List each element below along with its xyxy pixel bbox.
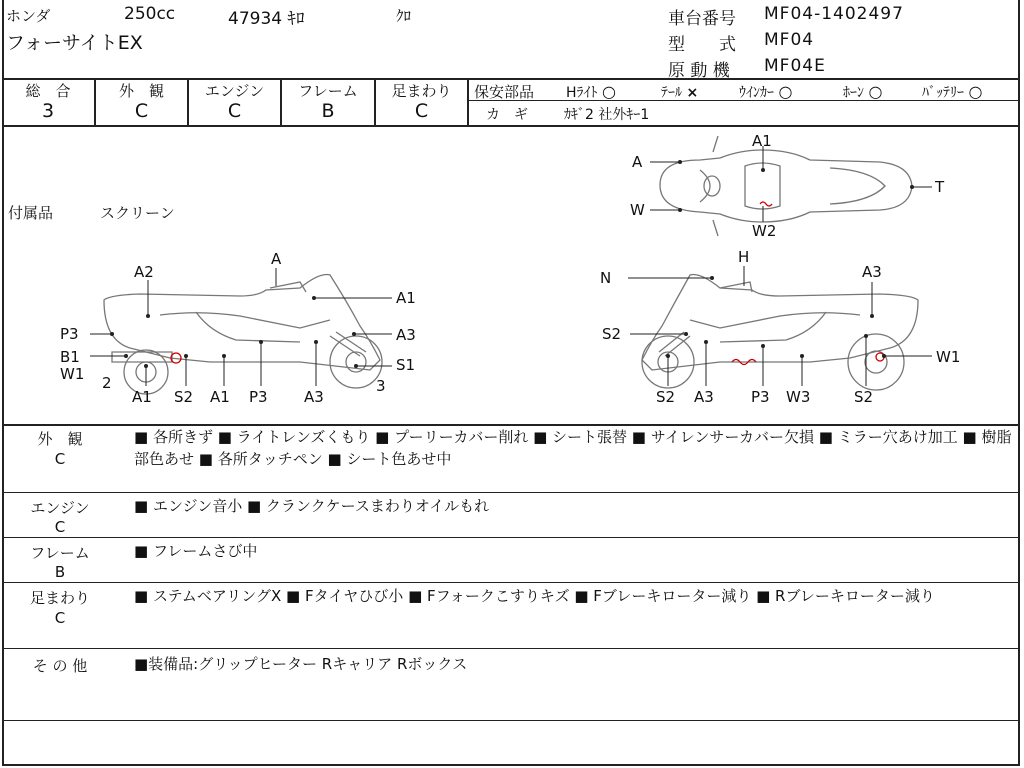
type-label: 型 式 bbox=[668, 35, 736, 55]
grade-value-exterior: C bbox=[134, 100, 149, 122]
diagram-label: P3 bbox=[751, 388, 770, 406]
diagram-label: P3 bbox=[60, 325, 79, 343]
key-label: カ ギ bbox=[486, 107, 528, 123]
remark-label-frame: フレーム bbox=[30, 544, 90, 562]
divider bbox=[467, 78, 469, 125]
diagram-label: S2 bbox=[854, 388, 874, 406]
remark-text-other: ■装備品:グリップヒーター Rキャリア Rボックス bbox=[134, 655, 468, 673]
divider bbox=[2, 648, 1020, 649]
diagram-label: T bbox=[935, 178, 945, 196]
engine-value: MF04E bbox=[764, 56, 826, 76]
safety-item-winker: ｳｲﾝｶｰ ○ bbox=[739, 82, 793, 101]
diagram-label: W1 bbox=[936, 348, 961, 366]
diagram-label: A bbox=[632, 153, 643, 171]
grade-value-suspension: C bbox=[414, 100, 429, 122]
remark-text-engine: ■ エンジン音小 ■ クランクケースまわりオイルもれ bbox=[134, 497, 490, 515]
diagram-label: S2 bbox=[656, 388, 676, 406]
grade-value-engine: C bbox=[227, 100, 242, 122]
diagram-label: N bbox=[600, 269, 612, 287]
color: ｸﾛ bbox=[396, 7, 412, 25]
diagram-label: S2 bbox=[174, 388, 194, 406]
key-value: ｶｷﾞ2 社外ｷｰ1 bbox=[564, 107, 650, 123]
accessories-value: スクリーン bbox=[100, 204, 175, 222]
diagram-label: 2 bbox=[102, 374, 112, 392]
grade-label-overall: 総 合 bbox=[25, 82, 71, 100]
type-value: MF04 bbox=[764, 30, 815, 50]
diagram-label: S1 bbox=[396, 356, 416, 374]
remark-label-suspension: 足まわり bbox=[29, 589, 90, 607]
diagram-label: A3 bbox=[396, 326, 416, 344]
grade-label-engine: エンジン bbox=[204, 82, 265, 100]
safety-item-horn: ﾎｰﾝ ○ bbox=[843, 82, 883, 101]
remark-grade-suspension: C bbox=[54, 609, 66, 627]
diagram-label: W3 bbox=[786, 388, 811, 406]
diagram-label: A3 bbox=[694, 388, 714, 406]
accessories-label: 付属品 bbox=[8, 204, 54, 222]
diagram-label: A bbox=[271, 250, 282, 268]
remark-label-exterior: 外 観 bbox=[37, 430, 83, 448]
grade-label-exterior: 外 観 bbox=[118, 82, 164, 100]
frame-no-label: 車台番号 bbox=[668, 9, 736, 29]
divider bbox=[2, 720, 1020, 721]
remark-grade-engine: C bbox=[54, 518, 66, 536]
remark-grade-frame: B bbox=[54, 563, 66, 581]
remark-label-other: そ の 他 bbox=[32, 657, 88, 675]
diagram-label: A1 bbox=[132, 388, 152, 406]
remark-grade-exterior: C bbox=[54, 450, 66, 468]
diagram-label: A3 bbox=[304, 388, 324, 406]
diagram-label: A3 bbox=[862, 263, 882, 281]
diagram-label: B1 bbox=[60, 348, 80, 366]
frame-no: MF04-1402497 bbox=[764, 4, 904, 24]
safety-label: 保安部品 bbox=[474, 83, 535, 101]
diagram-label: 3 bbox=[376, 377, 386, 395]
remark-text-frame: ■ フレームさび中 bbox=[134, 542, 258, 560]
diagram-label: A1 bbox=[210, 388, 230, 406]
safety-item-headlight: Hﾗｲﾄ ○ bbox=[566, 82, 616, 101]
diagram-label: W2 bbox=[752, 222, 777, 240]
displacement: 250cc bbox=[124, 4, 176, 24]
remark-label-engine: エンジン bbox=[30, 499, 90, 517]
diagram-label: A2 bbox=[134, 263, 154, 281]
safety-item-tail: ﾃｰﾙ × bbox=[661, 85, 699, 101]
grade-value-overall: 3 bbox=[41, 100, 55, 122]
grade-label-suspension: 足まわり bbox=[391, 82, 452, 100]
remark-text-suspension: ■ ステムベアリングX ■ Fタイヤひび小 ■ Fフォークこすりキズ ■ Fブレーキローター減り ■ Rブレーキローター減り bbox=[134, 587, 935, 605]
model-name: フォーサイトEX bbox=[6, 32, 143, 54]
grade-value-frame: B bbox=[321, 100, 335, 122]
maker: ホンダ bbox=[6, 7, 51, 25]
diagram-label: A1 bbox=[396, 289, 416, 307]
diagram-label: S2 bbox=[602, 325, 622, 343]
diagram-label: A1 bbox=[752, 132, 772, 150]
diagram-label: P3 bbox=[249, 388, 268, 406]
diagram-label: W bbox=[630, 201, 645, 219]
safety-item-battery: ﾊﾞｯﾃﾘｰ ○ bbox=[922, 82, 983, 101]
divider bbox=[2, 537, 1020, 538]
engine-label: 原 動 機 bbox=[668, 61, 730, 81]
divider bbox=[2, 492, 1020, 493]
mileage: 47934 ｷﾛ bbox=[228, 9, 305, 29]
diagram-label: W1 bbox=[60, 365, 85, 383]
divider bbox=[2, 582, 1020, 583]
grade-label-frame: フレーム bbox=[298, 82, 358, 100]
damage-diagram bbox=[0, 126, 1024, 424]
diagram-label: H bbox=[738, 248, 750, 266]
remark-text-exterior: ■ 各所きず ■ ライトレンズくもり ■ プーリーカバー削れ ■ シート張替 ■ サイレンサーカバー欠損 ■ ミラー穴あけ加工 ■ 樹脂部色あせ ■ 各所タッチペン ■ シート色あせ中 bbox=[134, 428, 1012, 468]
